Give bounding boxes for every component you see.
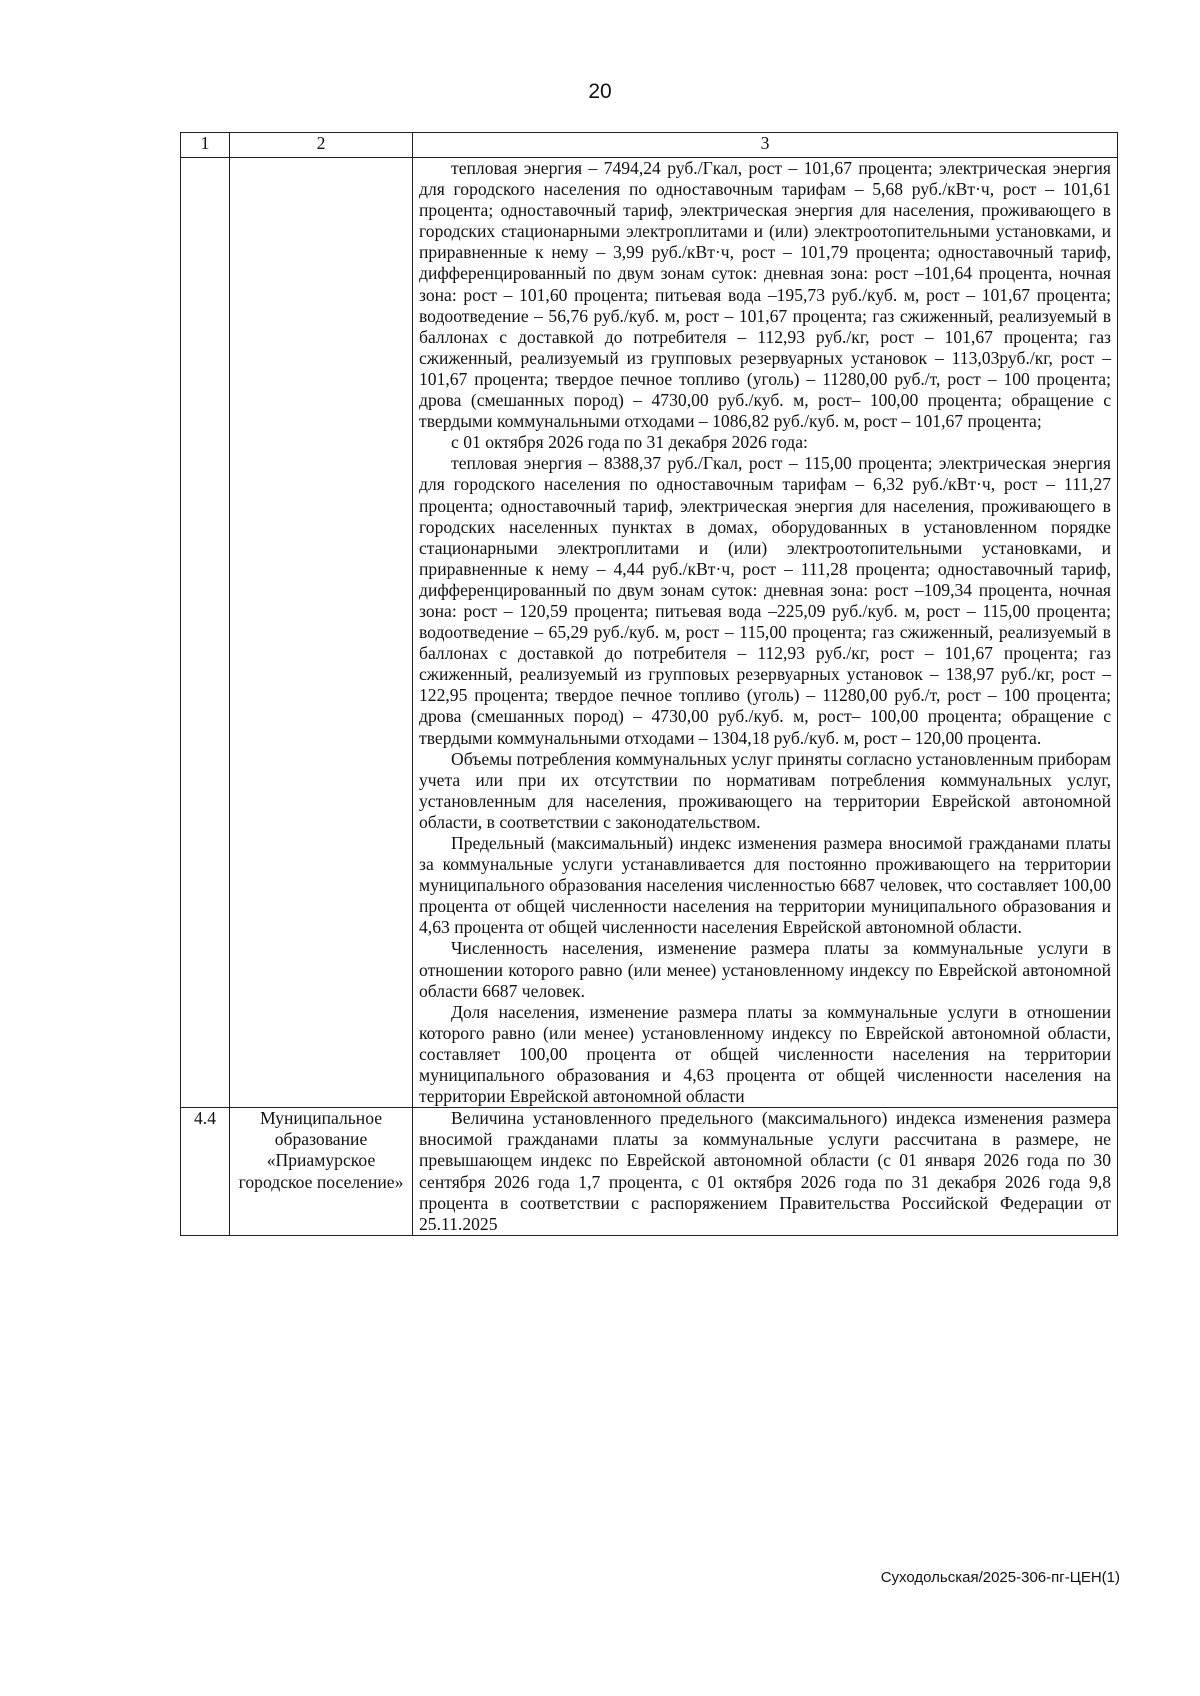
- document-code-footer: Суходольская/2025-306-пг-ЦЕН(1): [880, 1569, 1120, 1586]
- table-row: [181, 1108, 1118, 1236]
- page-number: 20: [588, 80, 612, 103]
- column-header-3: 3: [413, 133, 1118, 158]
- row-number-cell: 4.4: [181, 1108, 230, 1236]
- tariff-paragraph: тепловая энергия – 8388,37 руб./Гкал, рост – 115,00 процента; электрическая энергия для городского населения по одноставочным тарифам – 6,32 руб./кВт·ч, рост – 111,27 процента; одноставочный тариф, электрическая энергия для населения, проживающего в городских населенных пунктах в домах, оборудованных в установленном порядке стационарными электроплитами и (или) электроотопительными установками, и приравненные к нему – 4,44 руб./кВт·ч, рост – 111,28 процента; одноставочный тариф, дифференцированный по двум зонам суток: дневная зона: рост –109,34 процента, ночная зона: рост – 120,59 процента; питьевая вода –225,09 руб./куб. м, рост – 115,00 процента; водоотведение – 65,29 руб./куб. м, рост – 115,00 процента; газ сжиженный, реализуемый в баллонах с доставкой до потребителя – 112,93 руб./кг, рост – 101,67 процента; газ сжиженный, реализуемый из групповых резервуарных установок – 138,97 руб./кг, рост – 122,95 процента; твердое печное топливо (уголь) – 11280,00 руб./т, рост – 100 процента; дрова (смешанных пород) – 4730,00 руб./куб. м, рост– 100,00 процента; обращение с твердыми коммунальными отходами – 1304,18 руб./куб. м, рост – 120,00 процента.: [419, 453, 1111, 748]
- population-share-paragraph: Доля населения, изменение размера платы за коммунальные услуги в отношении которого равно (или менее) установленному индексу по Еврейской автономной области, составляет 100,00 процента от общей численности населения на территории муниципального образования и 4,63 процента от общей численности населения на территории Еврейской автономной области: [419, 1001, 1111, 1107]
- period-paragraph: с 01 октября 2026 года по 31 декабря 2026 года:: [451, 432, 808, 453]
- index-paragraph: Предельный (максимальный) индекс изменения размера вносимой гражданами платы за коммунальные услуги устанавливается для постоянно проживающего на территории муниципального образования населения численностью 6687 человек, что составляет 100,00 процента от общей численности населения на территории муниципального образования и 4,63 процента от общей численности населения Еврейской автономной области.: [419, 833, 1111, 938]
- table-row: [181, 158, 1118, 1108]
- tariff-table: [180, 132, 1118, 1236]
- municipality-name-cell: [230, 158, 413, 1108]
- index-paragraph: Величина установленного предельного (максимального) индекса изменения размера вносимой гражданами платы за коммунальные услуги рассчитана в размере, не превышающем индекс по Еврейской автономной области (с 01 января 2026 года по 30 сентября 2026 года 1,7 процента, с 01 октября 2026 года по 31 декабря 2026 года 9,8 процента в соответствии с распоряжением Правительства Российской Федерации от 25.11.2025: [419, 1108, 1111, 1234]
- column-header-2: 2: [230, 133, 413, 158]
- municipality-name-cell: Муниципальное образование «Приамурское городское поселение»: [230, 1108, 413, 1236]
- tariff-paragraph: тепловая энергия – 7494,24 руб./Гкал, рост – 101,67 процента; электрическая энергия для городского населения по одноставочным тарифам – 5,68 руб./кВт·ч, рост – 101,61 процента; одноставочный тариф, электрическая энергия для населения, проживающего в городских стационарными электроплитами и (или) электроотопительными установками, и приравненные к нему – 3,99 руб./кВт·ч, рост – 101,79 процента; одноставочный тариф, дифференцированный по двум зонам суток: дневная зона: рост –101,64 процента, ночная зона: рост – 101,60 процента; питьевая вода –195,73 руб./куб. м, рост – 101,67 процента; водоотведение – 56,76 руб./куб. м, рост – 101,67 процента; газ сжиженный, реализуемый в баллонах с доставкой до потребителя – 112,93 руб./кг, рост – 101,67 процента; газ сжиженный, реализуемый из групповых резервуарных установок – 113,03руб./кг, рост – 101,67 процента; твердое печное топливо (уголь) – 11280,00 руб./т, рост – 100 процента; дрова (смешанных пород) – 4730,00 руб./куб. м, рост– 100,00 процента; обращение с твердыми коммунальными отходами – 1086,82 руб./куб. м, рост – 101,67 процента;: [419, 158, 1111, 432]
- description-cell: [413, 1108, 1118, 1236]
- table-header-row: [181, 133, 1118, 158]
- row-number-cell: [181, 158, 230, 1108]
- description-cell: [413, 158, 1118, 1108]
- population-paragraph: Численность населения, изменение размера платы за коммунальные услуги в отношении которого равно (или менее) установленному индексу по Еврейской автономной области 6687 человек.: [419, 938, 1111, 1001]
- column-header-1: 1: [181, 133, 230, 158]
- consumption-paragraph: Объемы потребления коммунальных услуг приняты согласно установленным приборам учета или при их отсутствии по нормативам потребления коммунальных услуг, установленным для населения, проживающего на территории Еврейской автономной области, в соответствии с законодательством.: [419, 748, 1111, 832]
